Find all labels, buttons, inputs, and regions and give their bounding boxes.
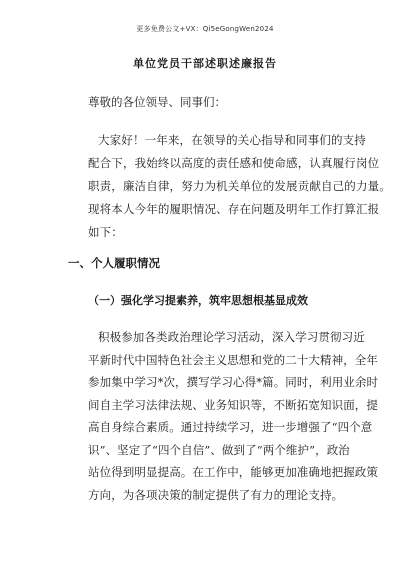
body-line: 站位得到明显提高。在工作中，能够更加准确地把握政策: [88, 465, 378, 479]
intro-paragraph: [88, 133, 391, 248]
section-heading: 一、个人履职情况: [68, 256, 160, 270]
header-note: 更多免费公文+VX：Qi5eGongWen2024: [136, 25, 274, 33]
intro-line: 现将本人今年的履职情况、存在问题及明年工作打算汇报: [88, 202, 380, 216]
greeting: 尊敬的各位领导、同事们：: [88, 95, 226, 109]
body-line: 方向，为各项决策的制定提供了有力的理论支持。: [88, 487, 344, 502]
body-line: 高自身综合素质。通过持续学习，进一步增强了“四个意: [88, 420, 373, 434]
intro-line: 职责，廉洁自律，努力为机关单位的发展贡献自己的力量。: [88, 179, 391, 193]
body-line: 参加集中学习*次，撰写学习心得*篇。同时，利用业余时: [88, 375, 379, 389]
document-title: 单位党员干部述职述廉报告: [133, 57, 277, 70]
subsection-heading: （一）强化学习提素养，筑牢思想根基显成效: [88, 294, 308, 307]
body-line: 间自主学习法律法规、业务知识等，不断拓宽知识面，提: [88, 397, 378, 412]
intro-line: 大家好！一年来，在领导的关心指导和同事们的支持: [98, 133, 366, 147]
body-line: 识”、坚定了“四个自信”、做到了“两个维护”，政治: [88, 442, 350, 457]
body-line: 平新时代中国特色社会主义思想和党的二十大精神，全年: [88, 352, 378, 367]
intro-line: 配合下，我始终以高度的责任感和使命感，认真履行岗位: [88, 156, 380, 170]
intro-line: 如下：: [88, 225, 123, 239]
body-line: 积极参加各类政治理论学习活动，深入学习贯彻习近: [98, 330, 365, 344]
body-paragraph: [88, 330, 379, 510]
